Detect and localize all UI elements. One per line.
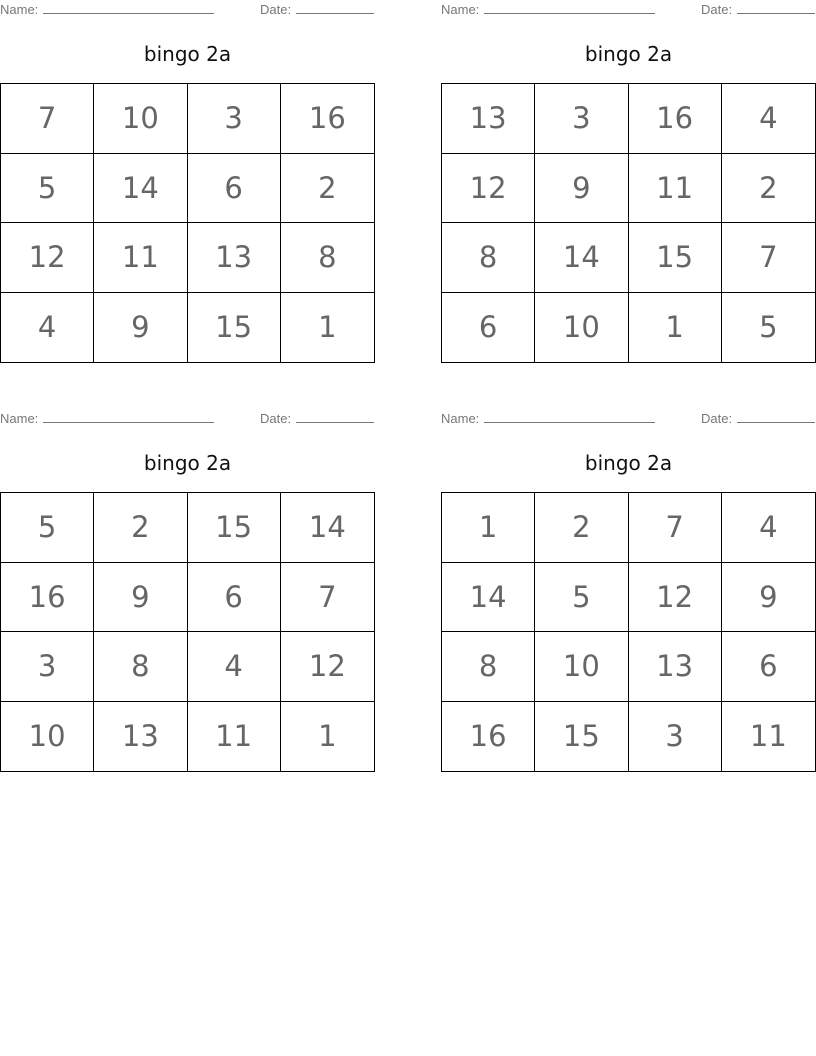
bingo-cell: 1 — [318, 310, 337, 345]
bingo-cell: 3 — [629, 702, 722, 772]
date-label: Date: — [260, 411, 292, 426]
bingo-cell: 2 — [281, 154, 374, 224]
bingo-cell: 6 — [188, 154, 281, 224]
bingo-cell: 9 — [94, 293, 187, 363]
bingo-grid — [0, 492, 375, 772]
bingo-cell: 2 — [722, 154, 815, 224]
bingo-cell: 6 — [442, 293, 535, 363]
name-label: Name: — [441, 2, 480, 17]
bingo-cell: 11 — [629, 154, 722, 224]
bingo-grid — [441, 492, 816, 772]
bingo-cell: 16 — [281, 84, 374, 154]
bingo-cell: 16 — [629, 84, 722, 154]
bingo-cell: 15 — [535, 702, 628, 772]
bingo-card — [441, 0, 816, 365]
bingo-card — [0, 0, 376, 365]
bingo-cell: 1 — [629, 293, 722, 363]
bingo-card — [441, 409, 816, 774]
bingo-cell: 13 — [94, 702, 187, 772]
bingo-cell: 8 — [442, 632, 535, 702]
name-field[interactable] — [0, 2, 214, 17]
bingo-cell: 5 — [759, 310, 778, 345]
bingo-cell: 9 — [722, 563, 815, 633]
bingo-cell: 4 — [188, 632, 281, 702]
date-field[interactable] — [701, 411, 815, 426]
bingo-cell: 2 — [535, 493, 628, 563]
bingo-cell: 14 — [94, 154, 187, 224]
bingo-card — [0, 409, 376, 774]
name-field[interactable] — [0, 411, 214, 426]
name-label: Name: — [0, 411, 39, 426]
bingo-cell: 7 — [629, 493, 722, 563]
bingo-cell: 15 — [629, 223, 722, 293]
bingo-cell: 5 — [535, 563, 628, 633]
bingo-cell: 14 — [535, 223, 628, 293]
bingo-cell: 16 — [442, 702, 535, 772]
bingo-cell: 3 — [188, 84, 281, 154]
bingo-cell: 7 — [1, 84, 94, 154]
date-label: Date: — [260, 2, 292, 17]
bingo-cell: 8 — [281, 223, 374, 293]
date-field[interactable] — [260, 411, 374, 426]
date-field[interactable] — [701, 2, 815, 17]
bingo-cell: 1 — [442, 493, 535, 563]
bingo-cell: 4 — [722, 493, 815, 563]
name-label: Name: — [441, 411, 480, 426]
bingo-cell: 13 — [629, 632, 722, 702]
name-field[interactable] — [441, 411, 655, 426]
bingo-cell: 11 — [94, 223, 187, 293]
bingo-cell: 4 — [1, 293, 94, 363]
bingo-cell: 4 — [722, 84, 815, 154]
date-label: Date: — [701, 411, 733, 426]
card-title: bingo 2a — [143, 451, 232, 475]
bingo-grid — [0, 83, 375, 363]
bingo-cell: 14 — [281, 493, 374, 563]
name-label: Name: — [0, 2, 39, 17]
bingo-cell: 13 — [188, 223, 281, 293]
bingo-cell: 6 — [188, 563, 281, 633]
date-field[interactable] — [260, 2, 374, 17]
bingo-cell: 7 — [722, 223, 815, 293]
bingo-cell: 12 — [442, 154, 535, 224]
date-line[interactable] — [737, 411, 815, 423]
bingo-cell: 16 — [1, 563, 94, 633]
bingo-cell: 7 — [281, 563, 374, 633]
bingo-cell: 12 — [1, 223, 94, 293]
name-line[interactable] — [484, 2, 655, 14]
bingo-cell: 10 — [535, 632, 628, 702]
bingo-cell: 5 — [1, 154, 94, 224]
bingo-cell: 2 — [94, 493, 187, 563]
date-line[interactable] — [296, 2, 374, 14]
bingo-cell: 3 — [535, 84, 628, 154]
name-line[interactable] — [484, 411, 655, 423]
bingo-cell: 6 — [722, 632, 815, 702]
card-title: bingo 2a — [584, 451, 673, 475]
name-line[interactable] — [43, 411, 214, 423]
bingo-cell: 10 — [535, 293, 628, 363]
bingo-cell: 13 — [442, 84, 535, 154]
date-label: Date: — [701, 2, 733, 17]
bingo-cell: 5 — [1, 493, 94, 563]
bingo-cell: 9 — [94, 563, 187, 633]
bingo-cell: 14 — [442, 563, 535, 633]
card-title: bingo 2a — [584, 42, 673, 66]
bingo-cell: 11 — [749, 719, 787, 754]
date-line[interactable] — [296, 411, 374, 423]
bingo-cell: 10 — [1, 702, 94, 772]
bingo-cell: 9 — [535, 154, 628, 224]
bingo-cell: 3 — [1, 632, 94, 702]
bingo-cell: 12 — [629, 563, 722, 633]
bingo-cell: 15 — [188, 493, 281, 563]
bingo-cell: 10 — [94, 84, 187, 154]
bingo-grid — [441, 83, 816, 363]
bingo-cell: 8 — [94, 632, 187, 702]
card-title: bingo 2a — [143, 42, 232, 66]
bingo-cell: 12 — [281, 632, 374, 702]
name-line[interactable] — [43, 2, 214, 14]
date-line[interactable] — [737, 2, 815, 14]
bingo-cell: 15 — [188, 293, 281, 363]
name-field[interactable] — [441, 2, 655, 17]
bingo-cell: 11 — [188, 702, 281, 772]
bingo-cell: 8 — [442, 223, 535, 293]
bingo-cell: 1 — [318, 719, 337, 754]
